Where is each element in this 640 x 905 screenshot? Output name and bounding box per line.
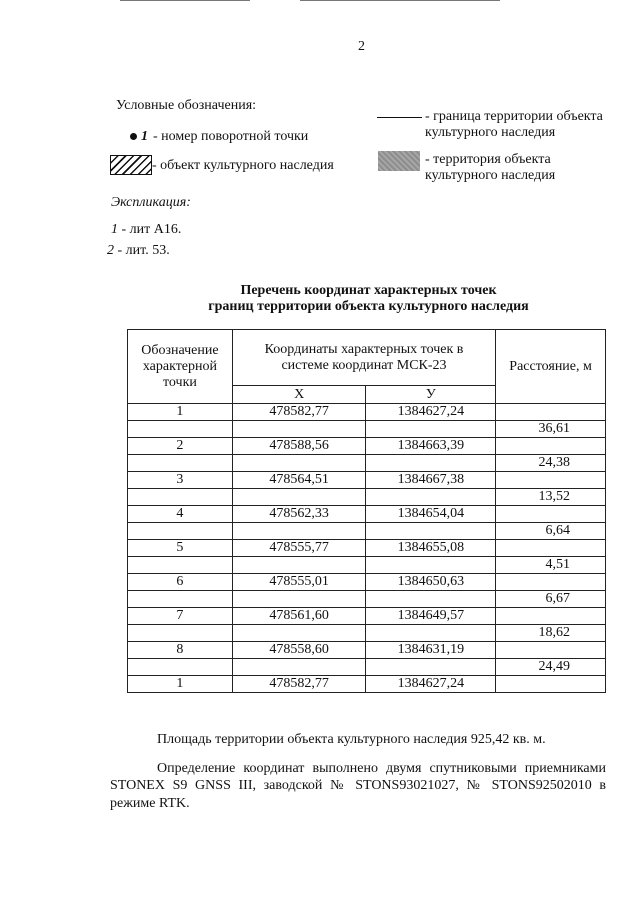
distance-cell — [496, 506, 606, 523]
legend-point-text: - номер поворотной точки — [153, 129, 309, 144]
distance-cell — [496, 472, 606, 489]
table-row — [128, 659, 606, 676]
table-row — [128, 608, 606, 625]
point-number-cell — [128, 421, 233, 438]
distance-cell: 4,51 — [496, 557, 606, 574]
legend-line-text-1: - граница территории объекта — [425, 109, 603, 124]
table-row — [128, 421, 606, 438]
point-number-cell — [128, 557, 233, 574]
hatch-symbol-icon — [110, 155, 152, 175]
x-coordinate-cell — [232, 455, 366, 472]
distance-cell — [496, 540, 606, 557]
point-number-cell — [128, 523, 233, 540]
x-coordinate-cell: 478564,51 — [232, 472, 366, 489]
table-row — [128, 557, 606, 574]
table-row — [128, 404, 606, 421]
x-coordinate-cell: 478555,77 — [232, 540, 366, 557]
x-coordinate-cell: 478561,60 — [232, 608, 366, 625]
table-row — [128, 676, 606, 693]
table-row — [128, 472, 606, 489]
legend-gray-text-2: культурного наследия — [425, 168, 556, 183]
distance-cell: 24,49 — [496, 659, 606, 676]
point-number-cell: 3 — [128, 472, 233, 489]
table-row — [128, 523, 606, 540]
point-number-cell: 8 — [128, 642, 233, 659]
distance-cell: 18,62 — [496, 625, 606, 642]
y-coordinate-cell — [366, 489, 496, 506]
point-number-cell: 7 — [128, 608, 233, 625]
x-coordinate-cell — [232, 591, 366, 608]
x-coordinate-cell — [232, 489, 366, 506]
x-coordinate-cell: 478555,01 — [232, 574, 366, 591]
distance-cell: 6,64 — [496, 523, 606, 540]
point-marker-icon — [130, 133, 137, 140]
table-row — [128, 489, 606, 506]
distance-cell — [496, 642, 606, 659]
distance-cell — [496, 574, 606, 591]
explication-item — [111, 221, 181, 238]
area-statement: Площадь территории объекта культурного наследия 925,42 кв. м. — [157, 732, 546, 747]
header-point-cell — [128, 330, 233, 404]
y-coordinate-cell: 1384627,24 — [366, 676, 496, 693]
x-coordinate-cell — [232, 421, 366, 438]
method-line-3: режиме RTK. — [110, 796, 190, 811]
x-coordinate-cell — [232, 659, 366, 676]
point-number-cell — [128, 591, 233, 608]
y-coordinate-cell — [366, 557, 496, 574]
point-number-cell — [128, 455, 233, 472]
point-number-cell: 1 — [128, 404, 233, 421]
header-coords-cell — [232, 330, 495, 386]
method-line-1: Определение координат выполнено двумя спутниковыми приемниками — [157, 761, 606, 776]
x-coordinate-cell: 478588,56 — [232, 438, 366, 455]
distance-cell — [496, 676, 606, 693]
table-row — [128, 625, 606, 642]
explication-item — [107, 242, 170, 259]
y-coordinate-cell: 1384650,63 — [366, 574, 496, 591]
distance-cell — [496, 404, 606, 421]
distance-cell: 13,52 — [496, 489, 606, 506]
point-number-cell — [128, 659, 233, 676]
scan-edge-line — [120, 0, 250, 1]
point-number-cell: 4 — [128, 506, 233, 523]
distance-cell: 36,61 — [496, 421, 606, 438]
y-coordinate-cell: 1384655,08 — [366, 540, 496, 557]
x-coordinate-cell: 478558,60 — [232, 642, 366, 659]
page-number: 2 — [358, 39, 365, 54]
table-row — [128, 574, 606, 591]
distance-cell: 24,38 — [496, 455, 606, 472]
point-number-cell: 2 — [128, 438, 233, 455]
explication-item-text: - лит. 53. — [114, 243, 170, 258]
y-coordinate-cell — [366, 455, 496, 472]
header-point-text: характерной — [142, 358, 218, 374]
table-title-line-2: границ территории объекта культурного наследия — [208, 299, 529, 314]
header-point-text: Обозначение — [141, 342, 219, 358]
header-x-cell: X — [232, 386, 366, 404]
distance-cell: 6,67 — [496, 591, 606, 608]
y-coordinate-cell: 1384654,04 — [366, 506, 496, 523]
point-number-cell: 6 — [128, 574, 233, 591]
distance-cell — [496, 608, 606, 625]
y-coordinate-cell — [366, 625, 496, 642]
table-row — [128, 438, 606, 455]
table-header-row — [128, 330, 606, 386]
boundary-line-icon — [377, 117, 422, 118]
y-coordinate-cell: 1384631,19 — [366, 642, 496, 659]
explication-title: Экспликация: — [111, 195, 191, 210]
coordinates-table — [127, 329, 606, 693]
table-row — [128, 591, 606, 608]
method-line-2: STONEX S9 GNSS III, заводской № STONS93021027, № STONS92502010 в — [110, 778, 606, 793]
table-row — [128, 455, 606, 472]
legend-hatch-text: - объект культурного наследия — [152, 158, 334, 173]
table-row — [128, 506, 606, 523]
header-coords-text: системе координат МСК-23 — [281, 357, 447, 373]
header-point-text: точки — [162, 374, 197, 390]
header-coords-text: Координаты характерных точек в — [264, 341, 464, 357]
x-coordinate-cell — [232, 557, 366, 574]
header-y-cell: У — [366, 386, 496, 404]
legend-gray-text-1: - территория объекта — [425, 152, 551, 167]
y-coordinate-cell: 1384663,39 — [366, 438, 496, 455]
y-coordinate-cell — [366, 523, 496, 540]
explication-item-text: - лит А16. — [118, 222, 182, 237]
y-coordinate-cell: 1384649,57 — [366, 608, 496, 625]
y-coordinate-cell: 1384627,24 — [366, 404, 496, 421]
legend-point-number: 1 — [141, 129, 148, 144]
y-coordinate-cell — [366, 659, 496, 676]
distance-cell — [496, 438, 606, 455]
point-number-cell: 1 — [128, 676, 233, 693]
table-title-line-1: Перечень координат характерных точек — [240, 283, 497, 298]
y-coordinate-cell — [366, 421, 496, 438]
point-number-cell: 5 — [128, 540, 233, 557]
x-coordinate-cell — [232, 625, 366, 642]
legend-line-text-2: культурного наследия — [425, 125, 556, 140]
header-distance-cell: Расстояние, м — [496, 330, 606, 404]
explication-item-number: 2 — [107, 243, 114, 258]
x-coordinate-cell: 478582,77 — [232, 404, 366, 421]
point-number-cell — [128, 625, 233, 642]
x-coordinate-cell — [232, 523, 366, 540]
table-row — [128, 540, 606, 557]
y-coordinate-cell — [366, 591, 496, 608]
x-coordinate-cell: 478582,77 — [232, 676, 366, 693]
y-coordinate-cell: 1384667,38 — [366, 472, 496, 489]
scan-edge-line — [300, 0, 500, 1]
explication-item-number: 1 — [111, 222, 118, 237]
table-row — [128, 642, 606, 659]
territory-fill-icon — [378, 151, 420, 171]
point-number-cell — [128, 489, 233, 506]
legend-title: Условные обозначения: — [116, 98, 257, 113]
x-coordinate-cell: 478562,33 — [232, 506, 366, 523]
